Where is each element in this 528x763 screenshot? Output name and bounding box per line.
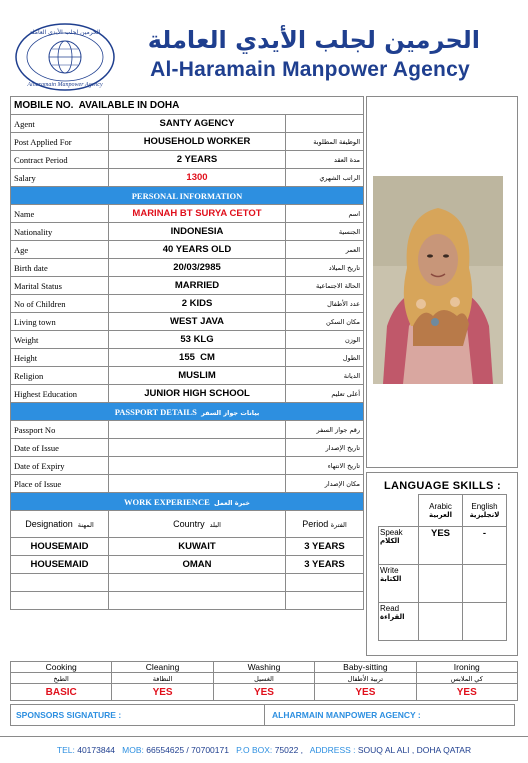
- info-row-contract: [11, 151, 364, 169]
- row-label-ar: العمر: [286, 241, 364, 259]
- lang-value-english: [463, 603, 507, 641]
- skill-cooking-label-ar: الطبخ: [53, 675, 69, 683]
- skills-value-row: [11, 684, 518, 701]
- work-designation: HOUSEMAID: [11, 556, 109, 574]
- skills-label-row: [11, 662, 518, 673]
- footer-tel-label: TEL:: [56, 745, 75, 755]
- agency-title-ar: الحرمين لجلب الأيدي العاملة: [147, 26, 480, 54]
- info-row-marital: [11, 277, 364, 295]
- row-value: INDONESIA: [109, 223, 286, 241]
- work-country: OMAN: [109, 556, 286, 574]
- row-value: WEST JAVA: [109, 313, 286, 331]
- row-value: 40 YEARS OLD: [109, 241, 286, 259]
- info-row-agent: [11, 115, 364, 133]
- language-skills-title: LANGUAGE SKILLS :: [384, 480, 501, 492]
- row-label-ar: تاريخ الإصدار: [286, 439, 364, 457]
- work-row: [11, 538, 364, 556]
- row-label: Birth date: [11, 259, 109, 277]
- lang-value-arabic: YES: [419, 527, 463, 565]
- sponsor-signature-label: SPONSORS SIGNATURE :: [16, 710, 122, 720]
- lang-row-label-ar: الكلام: [380, 537, 400, 545]
- header-period: Period: [302, 519, 329, 529]
- row-label: Marital Status: [11, 277, 109, 295]
- info-row-town: [11, 313, 364, 331]
- info-row-issue-place: [11, 475, 364, 493]
- agency-logo: [14, 22, 116, 92]
- footer-divider: [0, 736, 528, 737]
- language-row-read: [379, 603, 507, 641]
- info-row-nationality: [11, 223, 364, 241]
- work-country: [109, 592, 286, 610]
- work-country: [109, 574, 286, 592]
- header-designation: Designation: [25, 519, 73, 529]
- work-row: [11, 556, 364, 574]
- info-row-religion: [11, 367, 364, 385]
- header-designation-ar: المهنة: [77, 521, 94, 529]
- info-row-salary: [11, 169, 364, 187]
- skill-cooking-label: Cooking: [11, 662, 112, 673]
- row-label-ar: الراتب الشهري: [286, 169, 364, 187]
- row-value: [109, 475, 286, 493]
- contact-footer: [0, 745, 528, 755]
- row-value: HOUSEHOLD WORKER: [109, 133, 286, 151]
- footer-address-label: ADDRESS :: [309, 745, 356, 755]
- row-value: [109, 439, 286, 457]
- info-row-height: [11, 349, 364, 367]
- applicant-photo: [373, 176, 503, 384]
- info-row-weight: [11, 331, 364, 349]
- row-label: Date of Expiry: [11, 457, 109, 475]
- row-value: 53 KLG: [109, 331, 286, 349]
- row-label: Passport No: [11, 421, 109, 439]
- skill-babysitting-label: Baby-sitting: [315, 662, 416, 673]
- row-value: JUNIOR HIGH SCHOOL: [109, 385, 286, 403]
- lang-row-label-ar: القراءة: [380, 613, 405, 621]
- row-label: Place of Issue: [11, 475, 109, 493]
- skill-ironing-label: Ironing: [416, 662, 517, 673]
- skills-table: [10, 661, 518, 701]
- footer-mob: 66554625 / 70700171: [146, 745, 229, 755]
- row-label-ar: الطول: [286, 349, 364, 367]
- lang-value-arabic: [419, 565, 463, 603]
- row-label: Height: [11, 349, 109, 367]
- info-row-passport-no: [11, 421, 364, 439]
- applicant-info-table: [10, 96, 364, 610]
- row-value: SANTY AGENCY: [109, 115, 286, 133]
- row-label: Contract Period: [11, 151, 109, 169]
- logo-text-en: Alharamain Manpower Agency: [27, 82, 103, 88]
- work-period: [286, 574, 364, 592]
- language-header-row: [379, 495, 507, 527]
- row-label: No of Children: [11, 295, 109, 313]
- row-label-ar: تاريخ الانتهاء: [286, 457, 364, 475]
- work-period: [286, 592, 364, 610]
- work-designation: [11, 574, 109, 592]
- work-designation: HOUSEMAID: [11, 538, 109, 556]
- language-row-write: [379, 565, 507, 603]
- info-row-children: [11, 295, 364, 313]
- row-label: Weight: [11, 331, 109, 349]
- info-row-expiry-date: [11, 457, 364, 475]
- skill-cleaning-value: YES: [112, 684, 213, 701]
- footer-mob-label: MOB:: [122, 745, 144, 755]
- row-value: [109, 457, 286, 475]
- footer-po-label: P.O BOX:: [236, 745, 273, 755]
- section-work: [11, 493, 364, 511]
- row-label-ar: عدد الأطفال: [286, 295, 364, 313]
- section-title-ar: خبرة العمل: [214, 498, 250, 507]
- section-title: PERSONAL INFORMATION: [11, 187, 364, 205]
- info-row-birthdate: [11, 259, 364, 277]
- row-value: MARRIED: [109, 277, 286, 295]
- work-period: 3 YEARS: [286, 556, 364, 574]
- header-country: Country: [173, 519, 205, 529]
- lang-col-arabic: Arabic: [429, 502, 452, 511]
- row-label-ar: رقم جواز السفر: [286, 421, 364, 439]
- mobile-value: AVAILABLE IN DOHA: [78, 100, 180, 111]
- lang-col-english: English: [471, 502, 498, 511]
- agency-signature-label: ALHARMAIN MANPOWER AGENCY :: [272, 710, 421, 720]
- row-label-ar: مكان الإصدار: [286, 475, 364, 493]
- lang-row-label-ar: الكتابة: [380, 575, 402, 583]
- row-label: Nationality: [11, 223, 109, 241]
- language-skills-table: [378, 494, 507, 641]
- row-value: [109, 421, 286, 439]
- row-label-ar: الوظيفة المطلوبة: [286, 133, 364, 151]
- header-country-ar: البلد: [209, 521, 221, 529]
- lang-row-label: Write: [380, 566, 399, 575]
- lang-value-english: [463, 565, 507, 603]
- row-label: Religion: [11, 367, 109, 385]
- row-value: MUSLIM: [109, 367, 286, 385]
- row-label: Agent: [11, 115, 109, 133]
- section-title: PASSPORT DETAILS: [114, 406, 197, 417]
- row-label-ar: الجنسية: [286, 223, 364, 241]
- work-designation: [11, 592, 109, 610]
- row-label: Living town: [11, 313, 109, 331]
- skill-babysitting-value: YES: [315, 684, 416, 701]
- agency-title-en: Al-Haramain Manpower Agency: [150, 58, 470, 81]
- row-label-ar: الوزن: [286, 331, 364, 349]
- info-row-post: [11, 133, 364, 151]
- row-label: Highest Education: [11, 385, 109, 403]
- row-label: Name: [11, 205, 109, 223]
- lang-value-english: -: [463, 527, 507, 565]
- lang-value-arabic: [419, 603, 463, 641]
- section-passport: [11, 403, 364, 421]
- row-label-ar: [286, 115, 364, 133]
- skill-cooking-value: BASIC: [11, 684, 112, 701]
- work-row: [11, 592, 364, 610]
- footer-tel: 40173844: [77, 745, 116, 755]
- row-label-ar: اسم: [286, 205, 364, 223]
- header-period-ar: الفترة: [330, 521, 347, 529]
- row-value: 20/03/2985: [109, 259, 286, 277]
- work-period: 3 YEARS: [286, 538, 364, 556]
- language-row-speak: [379, 527, 507, 565]
- lang-row-label: Read: [380, 604, 400, 613]
- lang-col-arabic-ar: العربية: [428, 511, 453, 519]
- skill-washing-label: Washing: [213, 662, 314, 673]
- mobile-label: MOBILE NO.: [14, 100, 74, 111]
- skills-label-ar-row: [11, 673, 518, 684]
- skill-washing-value: YES: [213, 684, 314, 701]
- info-row-issue-date: [11, 439, 364, 457]
- skill-babysitting-label-ar: تربية الأطفال: [347, 675, 384, 683]
- work-country: KUWAIT: [109, 538, 286, 556]
- skill-cleaning-label-ar: النظافة: [152, 675, 173, 683]
- skill-ironing-label-ar: كي الملابس: [450, 675, 483, 683]
- row-label: Date of Issue: [11, 439, 109, 457]
- row-label-ar: أعلى تعليم: [286, 385, 364, 403]
- row-label: Post Applied For: [11, 133, 109, 151]
- row-label-ar: الحالة الاجتماعية: [286, 277, 364, 295]
- section-title: WORK EXPERIENCE: [124, 496, 210, 507]
- footer-po: 75022 ,: [274, 745, 304, 755]
- info-row-name: [11, 205, 364, 223]
- work-header-row: [11, 511, 364, 538]
- row-value: 2 KIDS: [109, 295, 286, 313]
- row-label: Salary: [11, 169, 109, 187]
- skill-cleaning-label: Cleaning: [112, 662, 213, 673]
- row-label: Age: [11, 241, 109, 259]
- row-value: MARINAH BT SURYA CETOT: [109, 205, 286, 223]
- lang-col-english-ar: لانجليزية: [469, 511, 500, 519]
- logo-text-ar: الحرمين لجلب الأيدي العاملة: [29, 29, 101, 36]
- row-label-ar: الديانة: [286, 367, 364, 385]
- section-personal: [11, 187, 364, 205]
- section-title-ar: بيانات جواز السفر: [201, 408, 260, 417]
- info-row-education: [11, 385, 364, 403]
- signature-divider: [264, 705, 265, 725]
- work-row: [11, 574, 364, 592]
- footer-address: SOUQ AL ALI , DOHA QATAR: [357, 745, 472, 755]
- row-value: 155 CM: [109, 349, 286, 367]
- info-row-age: [11, 241, 364, 259]
- row-label-ar: مدة العقد: [286, 151, 364, 169]
- skill-ironing-value: YES: [416, 684, 517, 701]
- row-value: 1300: [109, 169, 286, 187]
- skill-washing-label-ar: الغسيل: [254, 675, 274, 683]
- row-label-ar: مكان السكن: [286, 313, 364, 331]
- row-value: 2 YEARS: [109, 151, 286, 169]
- row-label-ar: تاريخ الميلاد: [286, 259, 364, 277]
- mobile-row: [11, 97, 364, 115]
- lang-row-label: Speak: [380, 528, 403, 537]
